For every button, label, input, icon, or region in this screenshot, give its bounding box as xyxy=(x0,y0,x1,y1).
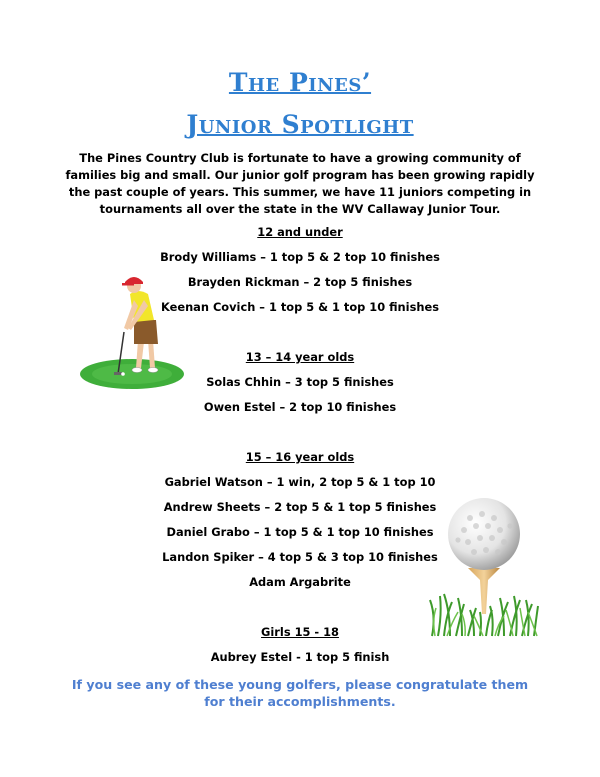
intro-paragraph: The Pines Country Club is fortunate to have a growing community of families big and small. Our junior golf program has been growing rapidly the past couple of years. This summer, we have 11 juniors competing in tournaments all over the state in the WV Callaway Junior Tour. xyxy=(65,151,535,216)
player-entry: Solas Chhin – 3 top 5 finishes xyxy=(206,375,394,389)
player-entry: Daniel Grabo – 1 top 5 & 1 top 10 finishes xyxy=(166,525,434,539)
player-entry: Adam Argabrite xyxy=(249,575,351,589)
player-entry: Aubrey Estel - 1 top 5 finish xyxy=(210,650,390,664)
closing-message: If you see any of these young golfers, please congratulate them for their accomplishments. xyxy=(71,677,529,709)
page-title-line2: Junior Spotlight xyxy=(186,110,414,139)
player-entry: Owen Estel – 2 top 10 finishes xyxy=(203,400,397,414)
player-entry: Brody Williams – 1 top 5 & 2 top 10 finishes xyxy=(160,250,440,264)
group-heading-girls-15-18: Girls 15 - 18 xyxy=(261,625,339,639)
page-title-line1: The Pines’ xyxy=(228,68,372,97)
golf-ball-on-tee-illustration xyxy=(428,496,540,638)
player-entry: Keenan Covich – 1 top 5 & 1 top 10 finishes xyxy=(161,300,439,314)
player-entry: Brayden Rickman – 2 top 5 finishes xyxy=(187,275,413,289)
player-entry: Landon Spiker – 4 top 5 & 3 top 10 finishes xyxy=(162,550,438,564)
golfer-putting-illustration xyxy=(78,270,186,392)
group-heading-12-and-under: 12 and under xyxy=(257,225,343,239)
player-entry: Andrew Sheets – 2 top 5 & 1 top 5 finishes xyxy=(163,500,437,514)
group-heading-13-14: 13 – 14 year olds xyxy=(245,350,355,364)
group-heading-15-16: 15 – 16 year olds xyxy=(245,450,355,464)
player-entry: Gabriel Watson – 1 win, 2 top 5 & 1 top 10 xyxy=(164,475,436,489)
